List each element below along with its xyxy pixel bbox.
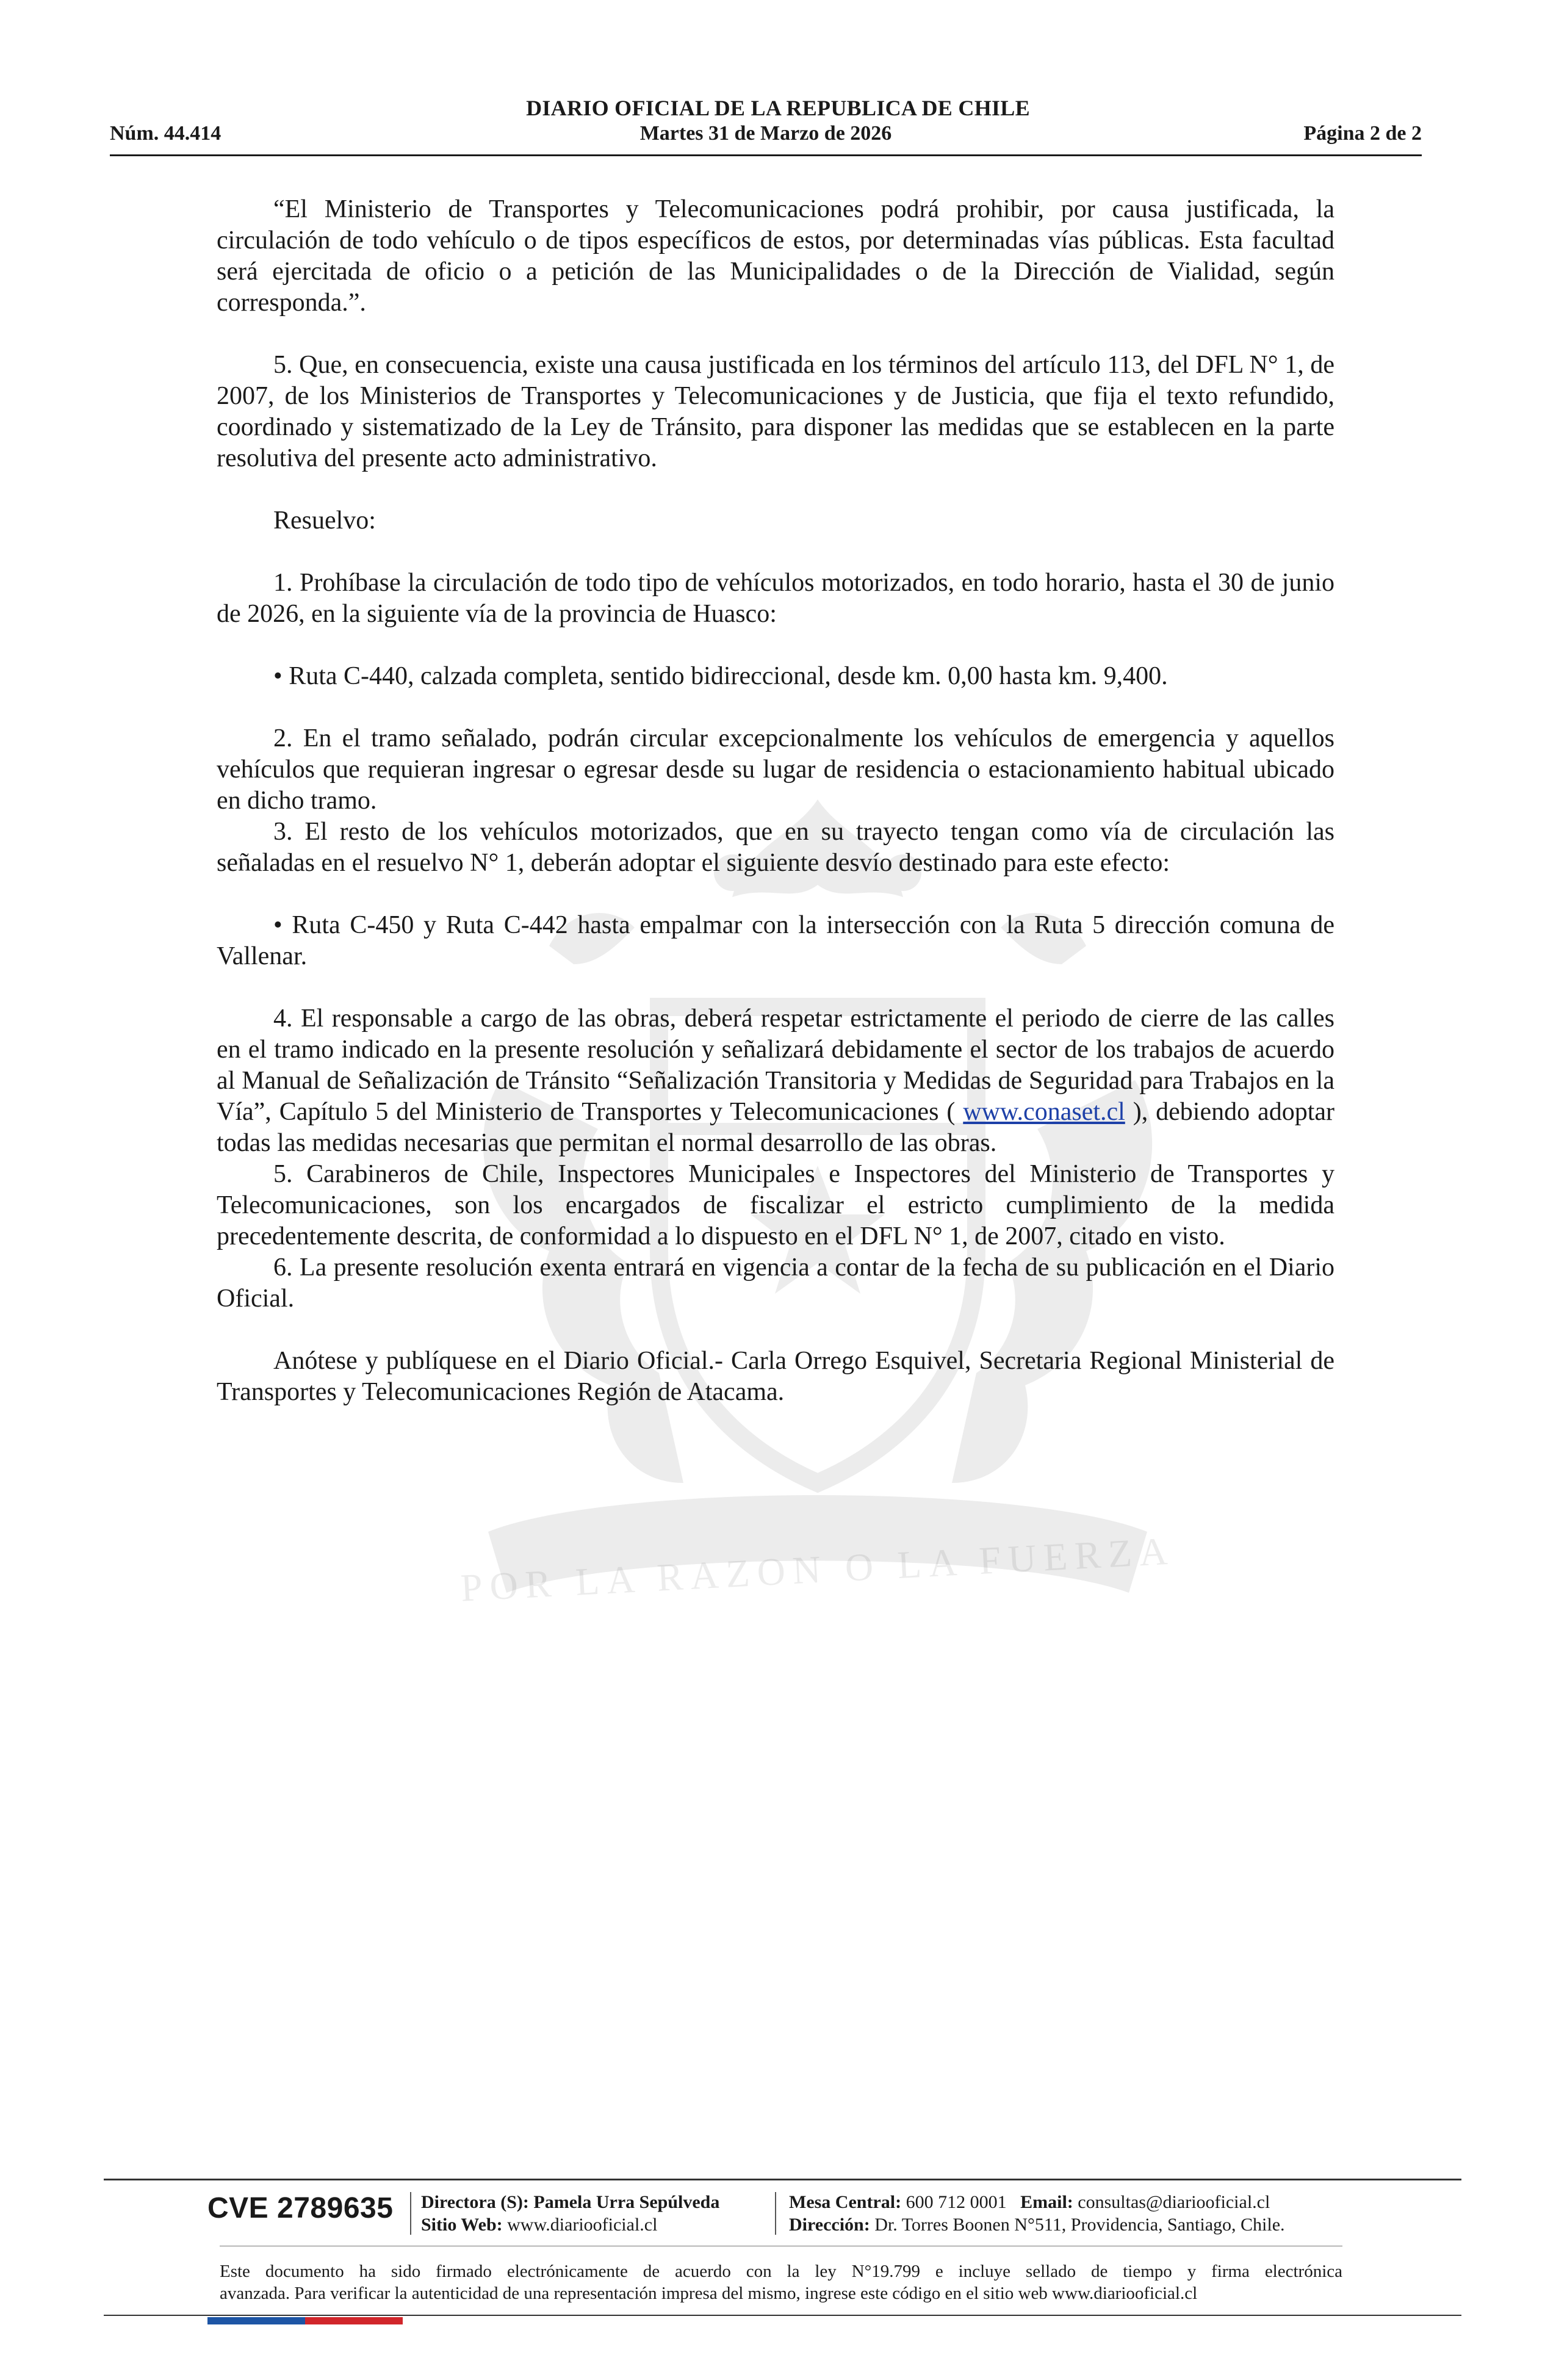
resolution-4-text-b: ), debiendo adoptar todas las medidas necesarias que permitan el normal desarrollo de las obras. xyxy=(217,1098,1334,1157)
footer-separator-2 xyxy=(775,2192,776,2235)
resuelvo-heading: Resuelvo: xyxy=(273,507,376,535)
directora-name: Pamela Urra Sepúlveda xyxy=(533,2192,720,2212)
legal-line-2: avanzada. Para verificar la autenticidad de una representación impresa del mismo, ingrese este código en el sitio web www.diariooficial.cl xyxy=(220,2284,1198,2303)
resolution-1-bullet: • Ruta C-440, calzada completa, sentido bidireccional, desde km. 0,00 hasta km. 9,400. xyxy=(273,662,1168,690)
resolution-1: 1. Prohíbase la circulación de todo tipo de vehículos motorizados, en todo horario, hasta el 30 de junio de 2026, en la siguiente vía de la provincia de Huasco: xyxy=(217,569,1334,628)
mesa-phone: 600 712 0001 xyxy=(906,2192,1007,2212)
resolution-3: 3. El resto de los vehículos motorizados, que en su trayecto tengan como vía de circulación las señaladas en el resuelvo N° 1, deberán adoptar el siguiente desvío destinado para este efecto: xyxy=(217,818,1334,877)
direccion-value: Dr. Torres Boonen N°511, Providencia, Santiago, Chile. xyxy=(874,2215,1285,2235)
resolution-4-text-a: 4. El responsable a cargo de las obras, deberá respetar estrictamente el periodo de cierre de las calles en el tramo indicado en la presente resolución y señalizará debidamente el sector de los trabajos de acuerdo al Manual de Señalización de Tránsito “Señalización Transitoria y Medidas de Seguridad para Trabajos en la Vía”, Capítulo 5 del Ministerio de Transportes y Telecomunicaciones ( xyxy=(217,1004,1334,1126)
direccion-label: Dirección: xyxy=(789,2215,870,2235)
page-indicator: Página 2 de 2 xyxy=(1303,122,1422,145)
sitio-label: Sitio Web: xyxy=(421,2215,503,2235)
resolution-4 xyxy=(217,1003,1334,1159)
conaset-link[interactable]: www.conaset.cl xyxy=(963,1098,1125,1126)
email-label: Email: xyxy=(1020,2192,1073,2212)
closing-signature: Anótese y publíquese en el Diario Oficial.- Carla Orrego Esquivel, Secretaria Regional Ministerial de Transportes y Telecomunicaciones Región de Atacama. xyxy=(217,1347,1334,1406)
flag-stripe-blue xyxy=(207,2317,305,2324)
header-divider xyxy=(110,154,1422,156)
footer-bottom-divider xyxy=(104,2315,1461,2316)
footer-directory xyxy=(421,2191,719,2236)
legal-line-1: Este documento ha sido firmado electrónicamente de acuerdo con la ley N°19.799 e incluye sellado de tiempo y firma electrónica xyxy=(220,2262,1342,2281)
electronic-signature-notice xyxy=(220,2260,1342,2304)
sitio-web-link[interactable]: www.diariooficial.cl xyxy=(507,2215,658,2235)
email-address[interactable]: consultas@diariooficial.cl xyxy=(1078,2192,1270,2212)
resolution-5: 5. Carabineros de Chile, Inspectores Municipales e Inspectores del Ministerio de Transportes y Telecomunicaciones, son los encargados de fiscalizar el estricto cumplimiento de la medida precedentemente descrita, de conformidad a lo dispuesto en el DFL N° 1, de 2007, citado en visto. xyxy=(217,1160,1334,1250)
footer-divider xyxy=(104,2179,1461,2180)
footer-contact xyxy=(789,2191,1285,2236)
watermark-motto: POR LA RAZON O LA FUERZA xyxy=(459,1529,1176,1610)
flag-stripe-red xyxy=(305,2317,403,2324)
quoted-article: “El Ministerio de Transportes y Telecomunicaciones podrá prohibir, por causa justificada, la circulación de todo vehículo o de tipos específicos de estos, por determinadas vías públicas. Esta facultad será ejercitada de oficio o a petición de las Municipalidades o de la Dirección de Vialidad, según corresponda.”. xyxy=(217,195,1334,317)
document-body xyxy=(217,194,1334,1408)
issue-date: Martes 31 de Marzo de 2026 xyxy=(639,122,892,145)
resolution-3-bullet: • Ruta C-450 y Ruta C-442 hasta empalmar con la intersección con la Ruta 5 dirección comuna de Vallenar. xyxy=(217,911,1334,970)
mesa-label: Mesa Central: xyxy=(789,2192,902,2212)
resolution-2: 2. En el tramo señalado, podrán circular excepcionalmente los vehículos de emergencia y aquellos vehículos que requieran ingresar o egresar desde su lugar de residencia o estacionamiento habitual ubicado en dicho tramo. xyxy=(217,724,1334,815)
newspaper-title: DIARIO OFICIAL DE LA REPUBLICA DE CHILE xyxy=(526,96,1030,120)
resolution-6: 6. La presente resolución exenta entrará en vigencia a contar de la fecha de su publicación en el Diario Oficial. xyxy=(217,1253,1334,1313)
considerando-5: 5. Que, en consecuencia, existe una causa justificada en los términos del artículo 113, del DFL N° 1, de 2007, de los Ministerios de Transportes y Telecomunicaciones y de Justicia, que fija el texto refundido, coordinado y sistematizado de la Ley de Tránsito, para disponer las medidas que se establecen en la parte resolutiva del presente acto administrativo. xyxy=(217,351,1334,472)
footer-separator-1 xyxy=(410,2192,411,2235)
issue-number: Núm. 44.414 xyxy=(110,122,222,145)
directora-label: Directora (S): xyxy=(421,2192,529,2212)
cve-code: CVE 2789635 xyxy=(207,2192,394,2224)
